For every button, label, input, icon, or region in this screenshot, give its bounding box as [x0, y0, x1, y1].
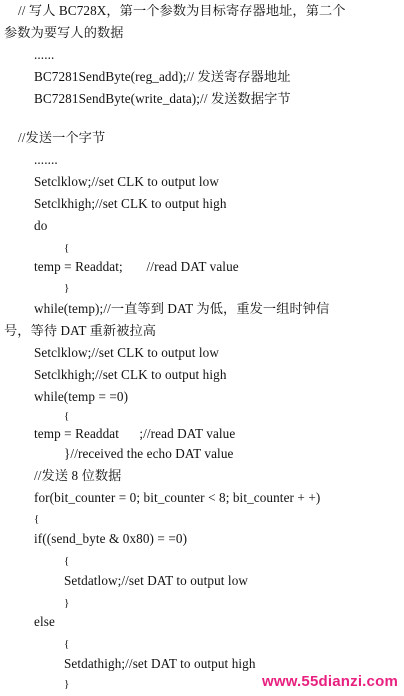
code-line-23: for(bit_counter = 0; bit_counter < 8; bit_counter + +): [34, 490, 321, 505]
code-line-24: {: [34, 513, 40, 525]
code-line-22: //发送 8 位数据: [34, 468, 122, 483]
code-line-15: 号，等待 DAT 重新被拉高: [4, 323, 157, 338]
code-line-1: // 写人 BC728X，第一个参数为目标寄存器地址，第二个: [18, 3, 346, 18]
code-line-8: Setclklow;//set CLK to output low: [34, 174, 219, 189]
code-line-2: 参数为要写人的数据: [4, 25, 124, 40]
code-line-27: Setdatlow;//set DAT to output low: [64, 573, 249, 588]
watermark: www.55dianzi.com: [261, 673, 398, 690]
code-line-7: .......: [34, 152, 58, 167]
code-line-18: while(temp = =0): [34, 389, 129, 404]
code-line-30: {: [64, 638, 70, 650]
code-line-29: else: [34, 614, 55, 629]
code-line-17: Setclkhigh;//set CLK to output high: [34, 367, 227, 382]
code-line-3: ......: [34, 47, 55, 62]
code-line-13: }: [64, 282, 70, 294]
code-line-9: Setclkhigh;//set CLK to output high: [34, 196, 227, 211]
code-line-6: //发送一个字节: [18, 130, 106, 145]
code-line-21: }//received the echo DAT value: [64, 446, 234, 461]
code-line-31: Setdathigh;//set DAT to output high: [64, 656, 256, 671]
code-line-28: }: [64, 597, 70, 609]
code-line-32: }: [64, 678, 70, 690]
code-line-16: Setclklow;//set CLK to output low: [34, 345, 219, 360]
code-line-20: temp = Readdat ;//read DAT value: [34, 426, 236, 441]
code-line-5: BC7281SendByte(write_data);// 发送数据字节: [34, 91, 291, 106]
code-line-10: do: [34, 218, 48, 233]
code-line-19: {: [64, 410, 70, 422]
code-line-12: temp = Readdat; //read DAT value: [34, 259, 239, 274]
code-line-11: {: [64, 242, 70, 254]
code-line-4: BC7281SendByte(reg_add);// 发送寄存器地址: [34, 69, 291, 84]
code-line-14: while(temp);//一直等到 DAT 为低，重发一组时钟信: [34, 301, 330, 316]
code-line-25: if((send_byte & 0x80) = =0): [34, 531, 188, 546]
code-line-26: {: [64, 555, 70, 567]
